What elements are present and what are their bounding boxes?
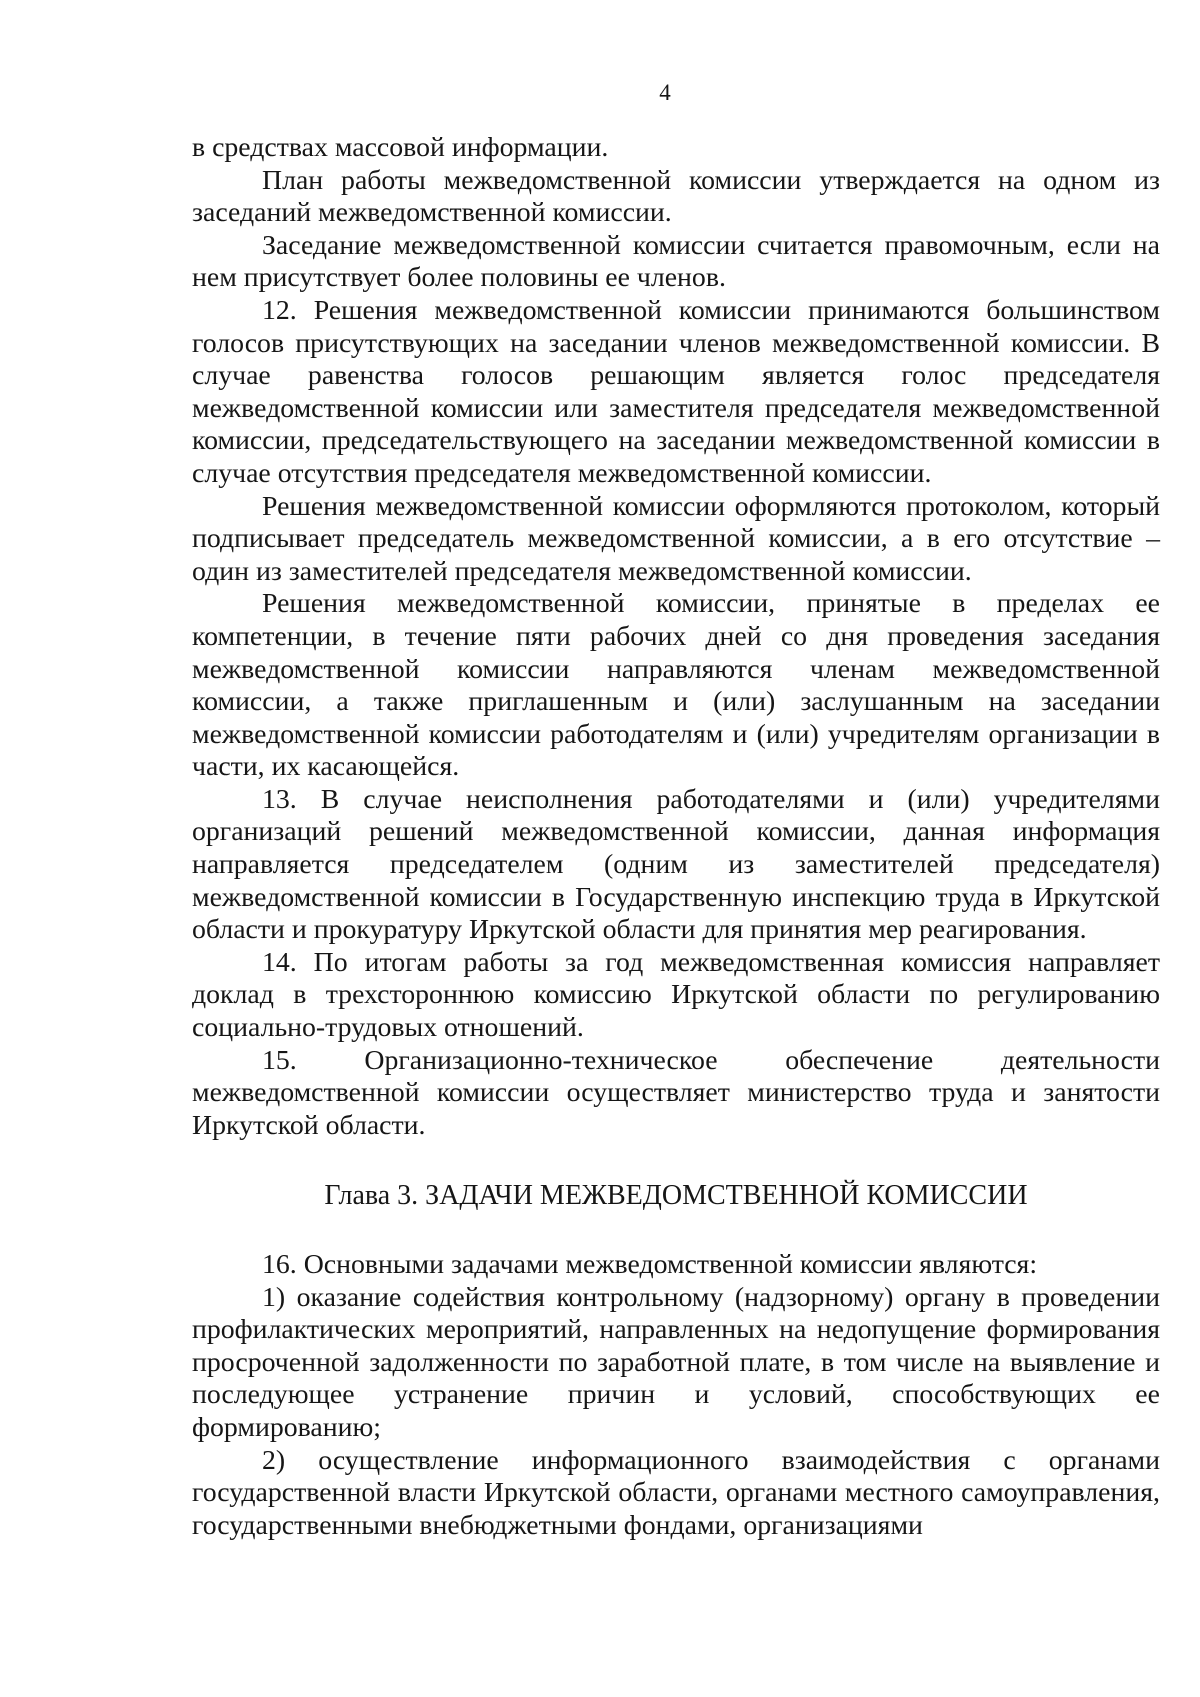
paragraph: 14. По итогам работы за год межведомственная комиссия направляет доклад в трехстороннюю комиссию Иркутской области по регулированию социально-трудовых отношений. (192, 946, 1160, 1044)
paragraph: План работы межведомственной комиссии утверждается на одном из заседаний межведомственной комиссии. (192, 164, 1160, 229)
document-body (192, 132, 1160, 1542)
page-number: 4 (659, 80, 671, 105)
paragraph: 16. Основными задачами межведомственной комиссии являются: (262, 1249, 1038, 1280)
paragraph: Решения межведомственной комиссии, принятые в пределах ее компетенции, в течение пяти рабочих дней со дня проведения заседания межведомственной комиссии направляются членам межведомственной комиссии, а также приглашенным и (или) заслушанным на заседании межведомственной комиссии работодателям и (или) учредителям организации в части, их касающейся. (192, 588, 1160, 783)
paragraph: 15. Организационно-техническое обеспечение деятельности межведомственной комиссии осуществляет министерство труда и занятости Иркутской области. (192, 1044, 1160, 1141)
paragraph: 12. Решения межведомственной комиссии принимаются большинством голосов присутствующих на заседании членов межведомственной комиссии. В случае равенства голосов решающим является голос председателя межведомственной комиссии или заместителя председателя межведомственной комиссии, председательствующего на заседании межведомственной комиссии в случае отсутствия председателя межведомственной комиссии. (192, 294, 1160, 489)
paragraph: в средствах массовой информации. (192, 132, 609, 163)
paragraph: 2) осуществление информационного взаимодействия с органами государственной власти Иркутской области, органами местного самоуправления, государственными внебюджетными фондами, организациями (192, 1444, 1160, 1541)
paragraph: Заседание межведомственной комиссии считается правомочным, если на нем присутствует более половины ее членов. (192, 229, 1160, 294)
paragraph: Решения межведомственной комиссии оформляются протоколом, который подписывает председатель межведомственной комиссии, а в его отсутствие – один из заместителей председателя межведомственной комиссии. (192, 490, 1160, 587)
paragraph: 13. В случае неисполнения работодателями и (или) учредителями организаций решений межведомственной комиссии, данная информация направляется председателем (одним из заместителей председателя) межведомственной комиссии в Государственную инспекцию труда в Иркутской области и прокуратуру Иркутской области для принятия мер реагирования. (192, 783, 1160, 946)
chapter-title: Глава 3. ЗАДАЧИ МЕЖВЕДОМСТВЕННОЙ КОМИССИИ (324, 1180, 1028, 1212)
paragraph: 1) оказание содействия контрольному (надзорному) органу в проведении профилактических мероприятий, направленных на недопущение формирования просроченной задолженности по заработной плате, в том числе на выявление и последующее устранение причин и условий, способствующих ее формированию; (192, 1281, 1160, 1443)
